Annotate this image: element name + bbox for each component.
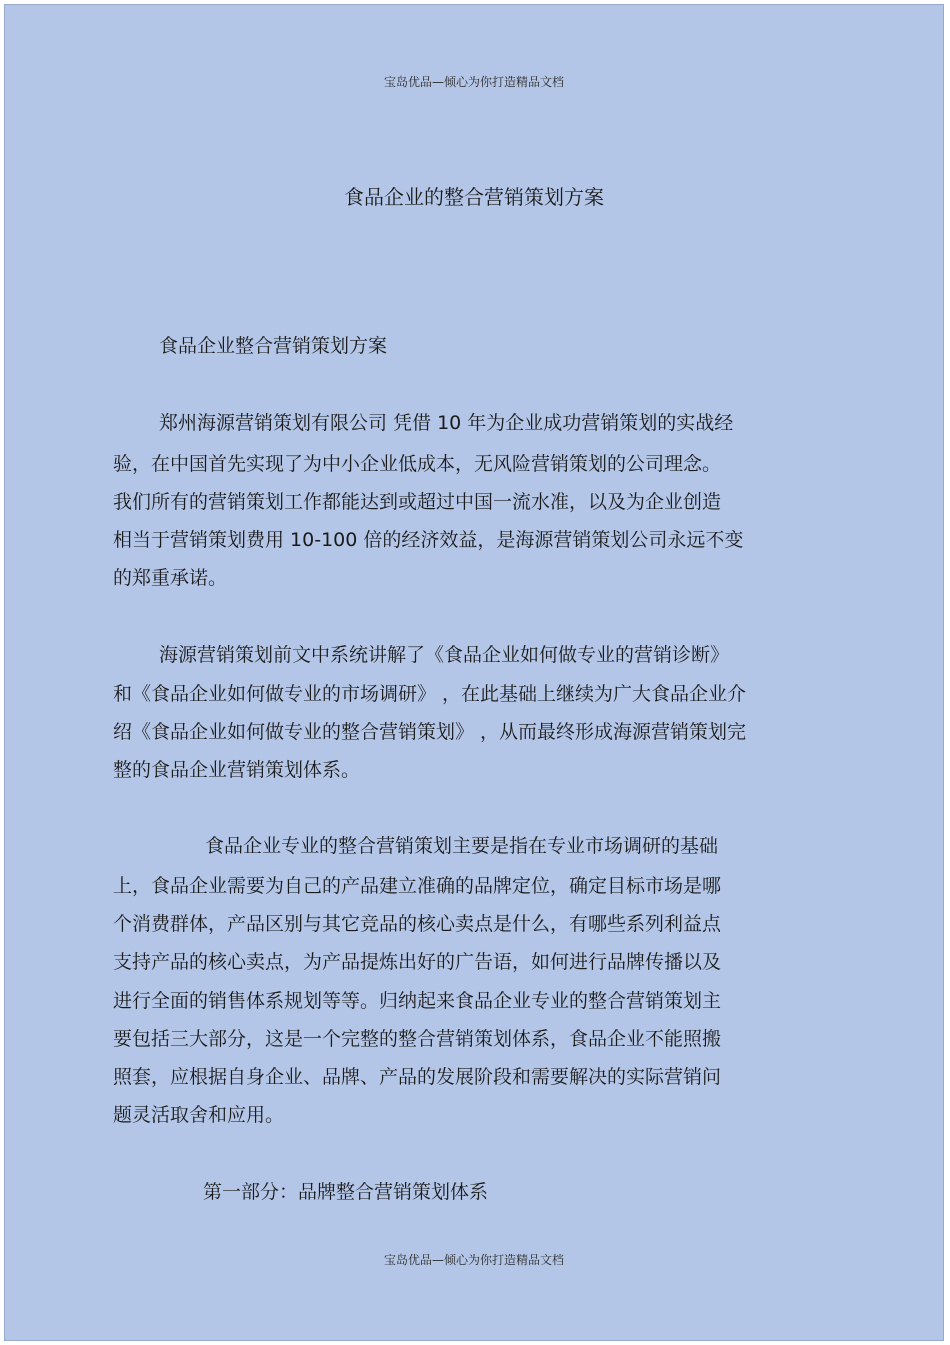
- paragraph-1-line-1: 郑州海源营销策划有限公司 凭借 10 年为企业成功营销策划的实战经: [159, 412, 734, 434]
- paragraph-1-line-3: 我们所有的营销策划工作都能达到或超过中国一流水准，以及为企业创造: [113, 491, 722, 513]
- paragraph-1-line-5: 的郑重承诺。: [113, 567, 228, 589]
- paragraph-3-line-3: 个消费群体，产品区别与其它竞品的核心卖点是什么，有哪些系列利益点: [113, 913, 722, 935]
- document-subtitle: 食品企业整合营销策划方案: [159, 335, 388, 357]
- paragraph-1-line-4: 相当于营销策划费用 10-100 倍的经济效益，是海源营销策划公司永远不变: [113, 529, 744, 551]
- paragraph-3-line-5: 进行全面的销售体系规划等等。归纳起来食品企业专业的整合营销策划主: [113, 990, 722, 1012]
- paragraph-3-line-8: 题灵活取舍和应用。: [113, 1104, 285, 1126]
- paragraph-2-line-1: 海源营销策划前文中系统讲解了《食品企业如何做专业的营销诊断》: [159, 644, 730, 666]
- paragraph-3-line-2: 上，食品企业需要为自己的产品建立准确的品牌定位，确定目标市场是哪: [113, 875, 722, 897]
- paragraph-2-line-4: 整的食品企业营销策划体系。: [113, 759, 361, 781]
- paragraph-1-line-2: 验，在中国首先实现了为中小企业低成本，无风险营销策划的公司理念。: [113, 453, 722, 475]
- section-heading: 第一部分：品牌整合营销策划体系: [203, 1181, 489, 1203]
- document-title: 食品企业的整合营销策划方案: [344, 185, 604, 209]
- page-footer-note: 宝岛优品—倾心为你打造精品文档: [383, 1253, 564, 1267]
- page-header-note: 宝岛优品—倾心为你打造精品文档: [383, 75, 564, 89]
- paragraph-2-line-3: 绍《食品企业如何做专业的整合营销策划》 ，从而最终形成海源营销策划完: [113, 721, 747, 743]
- paragraph-3-line-4: 支持产品的核心卖点，为产品提炼出好的广告语，如何进行品牌传播以及: [113, 951, 722, 973]
- paragraph-3-line-6: 要包括三大部分，这是一个完整的整合营销策划体系，食品企业不能照搬: [113, 1028, 722, 1050]
- paragraph-3-line-1: 食品企业专业的整合营销策划主要是指在专业市场调研的基础: [205, 835, 719, 857]
- document-page: [4, 4, 944, 1341]
- paragraph-3-line-7: 照套，应根据自身企业、品牌、产品的发展阶段和需要解决的实际营销问: [113, 1066, 722, 1088]
- paragraph-2-line-2: 和《食品企业如何做专业的市场调研》 ，在此基础上继续为广大食品企业介: [113, 683, 747, 705]
